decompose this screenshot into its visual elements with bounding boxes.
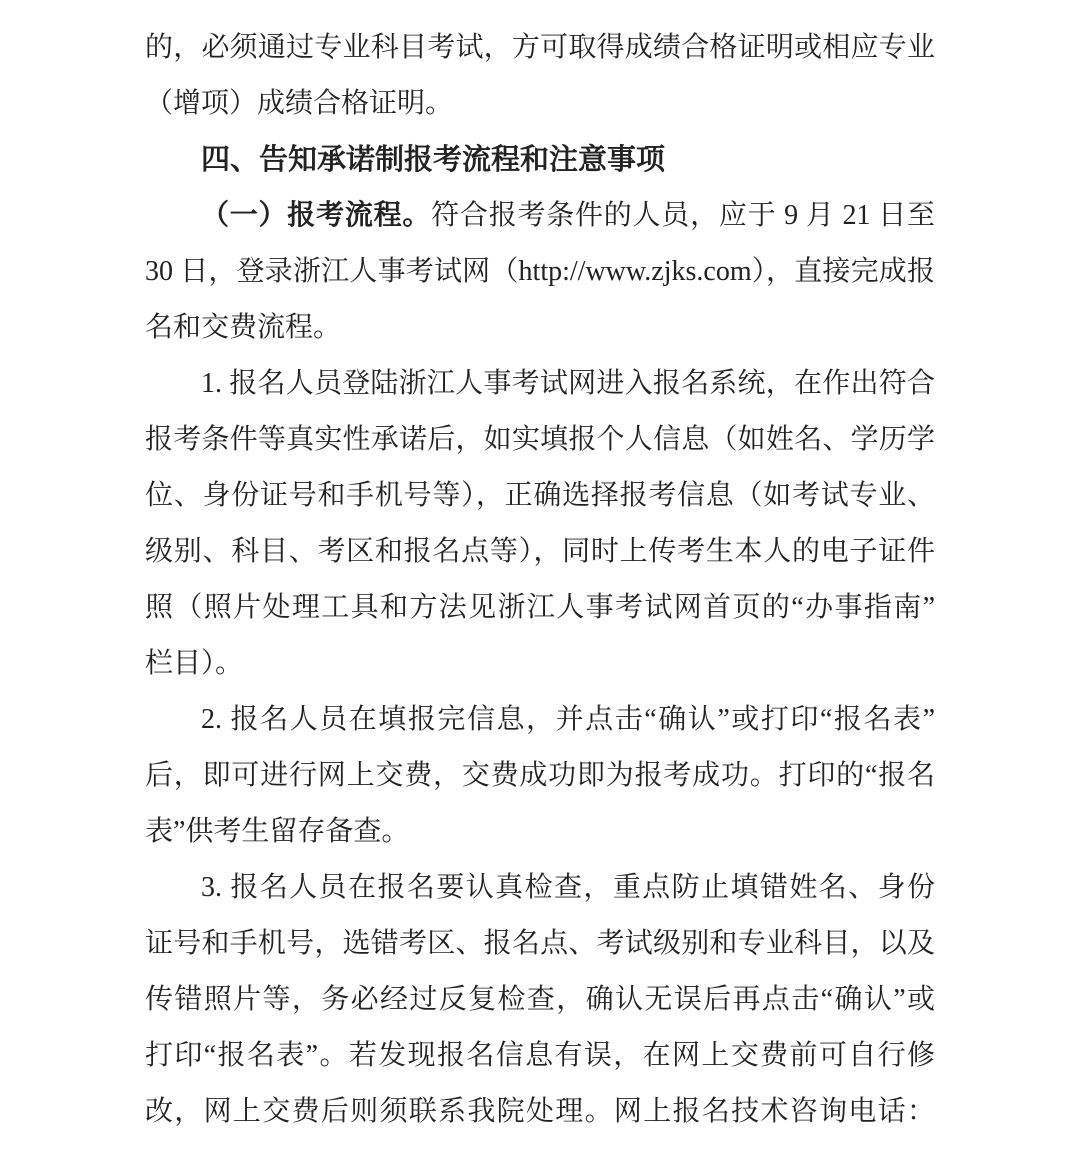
- body-line: [145, 244, 935, 300]
- body-line: [145, 76, 935, 132]
- body-line: [145, 188, 935, 244]
- text-segment: 的，必须通过专业科目考试，方可取得成绩合格证明或相应专业: [145, 32, 935, 63]
- body-line: [145, 412, 935, 468]
- body-line: [145, 692, 935, 748]
- text-segment: 位、身份证号和手机号等），正确选择报考信息（如考试专业、: [145, 480, 935, 511]
- bold-text-segment: （一）报考流程。: [201, 200, 432, 231]
- text-segment: 报考条件等真实性承诺后，如实填报个人信息（如姓名、学历学: [145, 424, 935, 455]
- body-line: [145, 356, 935, 412]
- text-segment: 照（照片处理工具和方法见浙江人事考试网首页的“办事指南”: [145, 592, 935, 623]
- body-line: [145, 580, 935, 636]
- body-line: [145, 1084, 935, 1140]
- body-line: [145, 300, 935, 356]
- body-line: [145, 748, 935, 804]
- section-heading: [145, 132, 935, 188]
- body-line: [145, 860, 935, 916]
- bold-text-segment: 四、告知承诺制报考流程和注意事项: [201, 144, 666, 176]
- body-line: [145, 20, 935, 76]
- text-segment: 表”供考生留存备查。: [145, 816, 410, 847]
- text-segment: 3. 报名人员在报名要认真检查，重点防止填错姓名、身份: [201, 872, 935, 903]
- text-segment: 改，网上交费后则须联系我院处理。网上报名技术咨询电话：: [145, 1096, 935, 1127]
- text-segment: 30 日，登录浙江人事考试网（http://www.zjks.com），直接完成报: [145, 256, 935, 287]
- text-segment: 符合报考条件的人员，应于 9 月 21 日至: [431, 200, 935, 231]
- text-segment: 2. 报名人员在填报完信息，并点击“确认”或打印“报名表”: [201, 704, 935, 735]
- body-line: [145, 468, 935, 524]
- text-segment: 打印“报名表”。若发现报名信息有误，在网上交费前可自行修: [145, 1040, 935, 1071]
- text-segment: （增项）成绩合格证明。: [145, 88, 454, 119]
- body-line: [145, 804, 935, 860]
- text-segment: 1. 报名人员登陆浙江人事考试网进入报名系统，在作出符合: [201, 368, 935, 399]
- body-line: [145, 972, 935, 1028]
- text-segment: 证号和手机号，选错考区、报名点、考试级别和专业科目，以及: [145, 928, 935, 959]
- text-segment: 后，即可进行网上交费，交费成功即为报考成功。打印的“报名: [145, 760, 935, 791]
- body-line: [145, 636, 935, 692]
- body-line: [145, 916, 935, 972]
- body-line: [145, 524, 935, 580]
- text-segment: 名和交费流程。: [145, 312, 342, 343]
- text-segment: 传错照片等，务必经过反复检查，确认无误后再点击“确认”或: [145, 984, 935, 1015]
- body-line: [145, 1028, 935, 1084]
- document-body: [145, 20, 935, 1140]
- text-segment: 级别、科目、考区和报名点等），同时上传考生本人的电子证件: [145, 536, 935, 567]
- text-segment: 栏目）。: [145, 648, 244, 679]
